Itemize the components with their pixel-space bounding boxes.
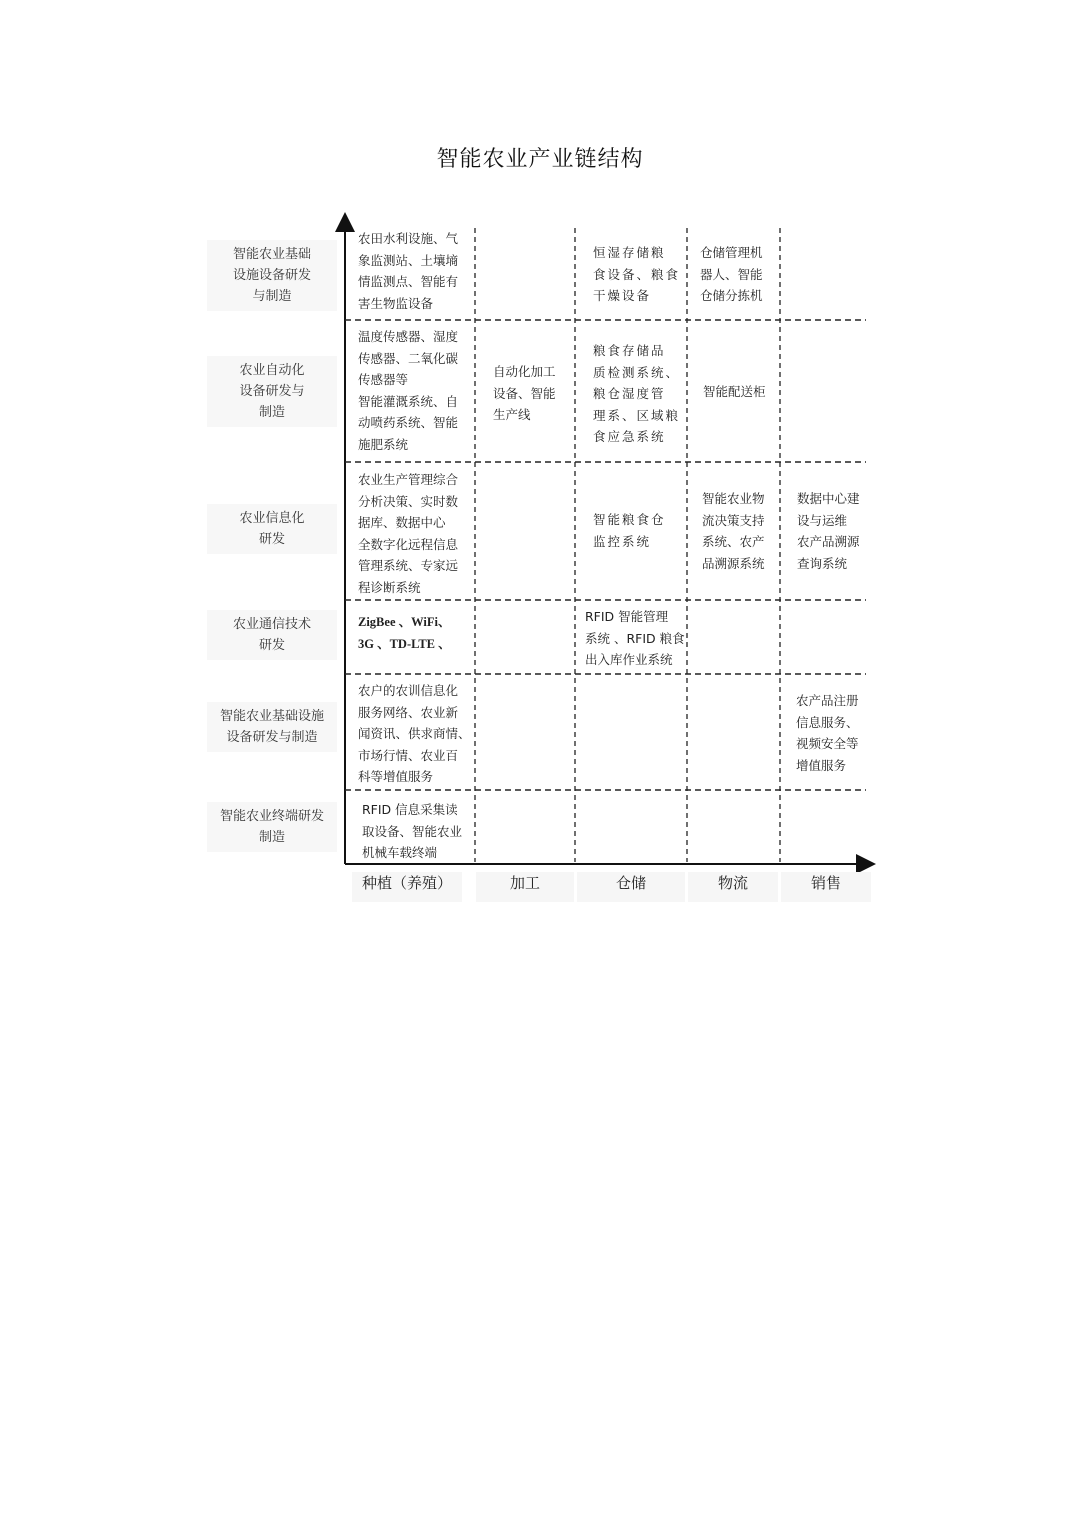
cell-r0-logistics: 仓储管理机 器人、智能 仓储分拣机 bbox=[700, 245, 763, 303]
cell-r4-sales: 农产品注册 信息服务、 视频安全等 增值服务 bbox=[796, 693, 859, 773]
cell-r1-logistics: 智能配送柜 bbox=[703, 384, 766, 399]
cell-r1-planting: 温度传感器、湿度 传感器、二氧化碳 传感器等 智能灌溉系统、自 动喷药系统、智能 施肥系统 bbox=[358, 329, 459, 452]
cell-r5-planting: RFID 信息采集读 取设备、智能农业 机械车载终端 bbox=[362, 802, 463, 860]
column-label-logistics: 物流 bbox=[688, 872, 778, 902]
cell-r0-planting: 农田水利设施、气 象监测站、土壤墒 情监测点、智能有 害生物监设备 bbox=[358, 231, 459, 311]
column-label-sales: 销售 bbox=[781, 872, 871, 902]
cell-r3-planting: ZigBee 、WiFi、 3G 、TD-LTE 、 bbox=[358, 615, 451, 651]
row-label-terminal: 智能农业终端研发 制造 bbox=[207, 802, 337, 852]
cell-r3-storage: RFID 智能管理 系统 、RFID 粮食 出入库作业系统 bbox=[585, 609, 685, 667]
cell-r2-logistics: 智能农业物 流决策支持 系统、农产 品溯源系统 bbox=[702, 491, 765, 571]
cell-r2-sales: 数据中心建 设与运维 农产品溯源 查询系统 bbox=[797, 491, 860, 571]
row-label-automation: 农业自动化 设备研发与 制造 bbox=[207, 356, 337, 427]
diagram-title: 智能农业产业链结构 bbox=[436, 147, 644, 172]
row-label-informatization: 农业信息化 研发 bbox=[207, 504, 337, 554]
cell-r4-planting: 农户的农训信息化 服务网络、农业新 闻资讯、供求商情、 市场行情、农业百 科等增值服务 bbox=[358, 683, 471, 784]
column-label-processing: 加工 bbox=[476, 872, 574, 902]
cell-r2-planting: 农业生产管理综合 分析决策、实时数 据库、数据中心 全数字化远程信息 管理系统、专家远 程诊断系统 bbox=[358, 472, 459, 595]
cell-r2-storage: 智能粮食仓 监控系统 bbox=[593, 512, 666, 549]
cell-r1-processing: 自动化加工 设备、智能 生产线 bbox=[493, 364, 556, 422]
column-label-storage: 仓储 bbox=[577, 872, 685, 902]
column-label-planting: 种植（养殖） bbox=[352, 872, 462, 902]
row-label-infrastructure: 智能农业基础 设施设备研发 与制造 bbox=[207, 240, 337, 311]
cell-r1-storage: 粮食存储品 质检测系统、 粮仓湿度管 理系、区域粮 食应急系统 bbox=[593, 343, 681, 444]
row-label-communication: 农业通信技术 研发 bbox=[207, 610, 337, 660]
row-label-infrastructure-services: 智能农业基础设施 设备研发与制造 bbox=[207, 702, 337, 752]
cell-r0-storage: 恒湿存储粮 食设备、粮食 干燥设备 bbox=[593, 245, 681, 303]
